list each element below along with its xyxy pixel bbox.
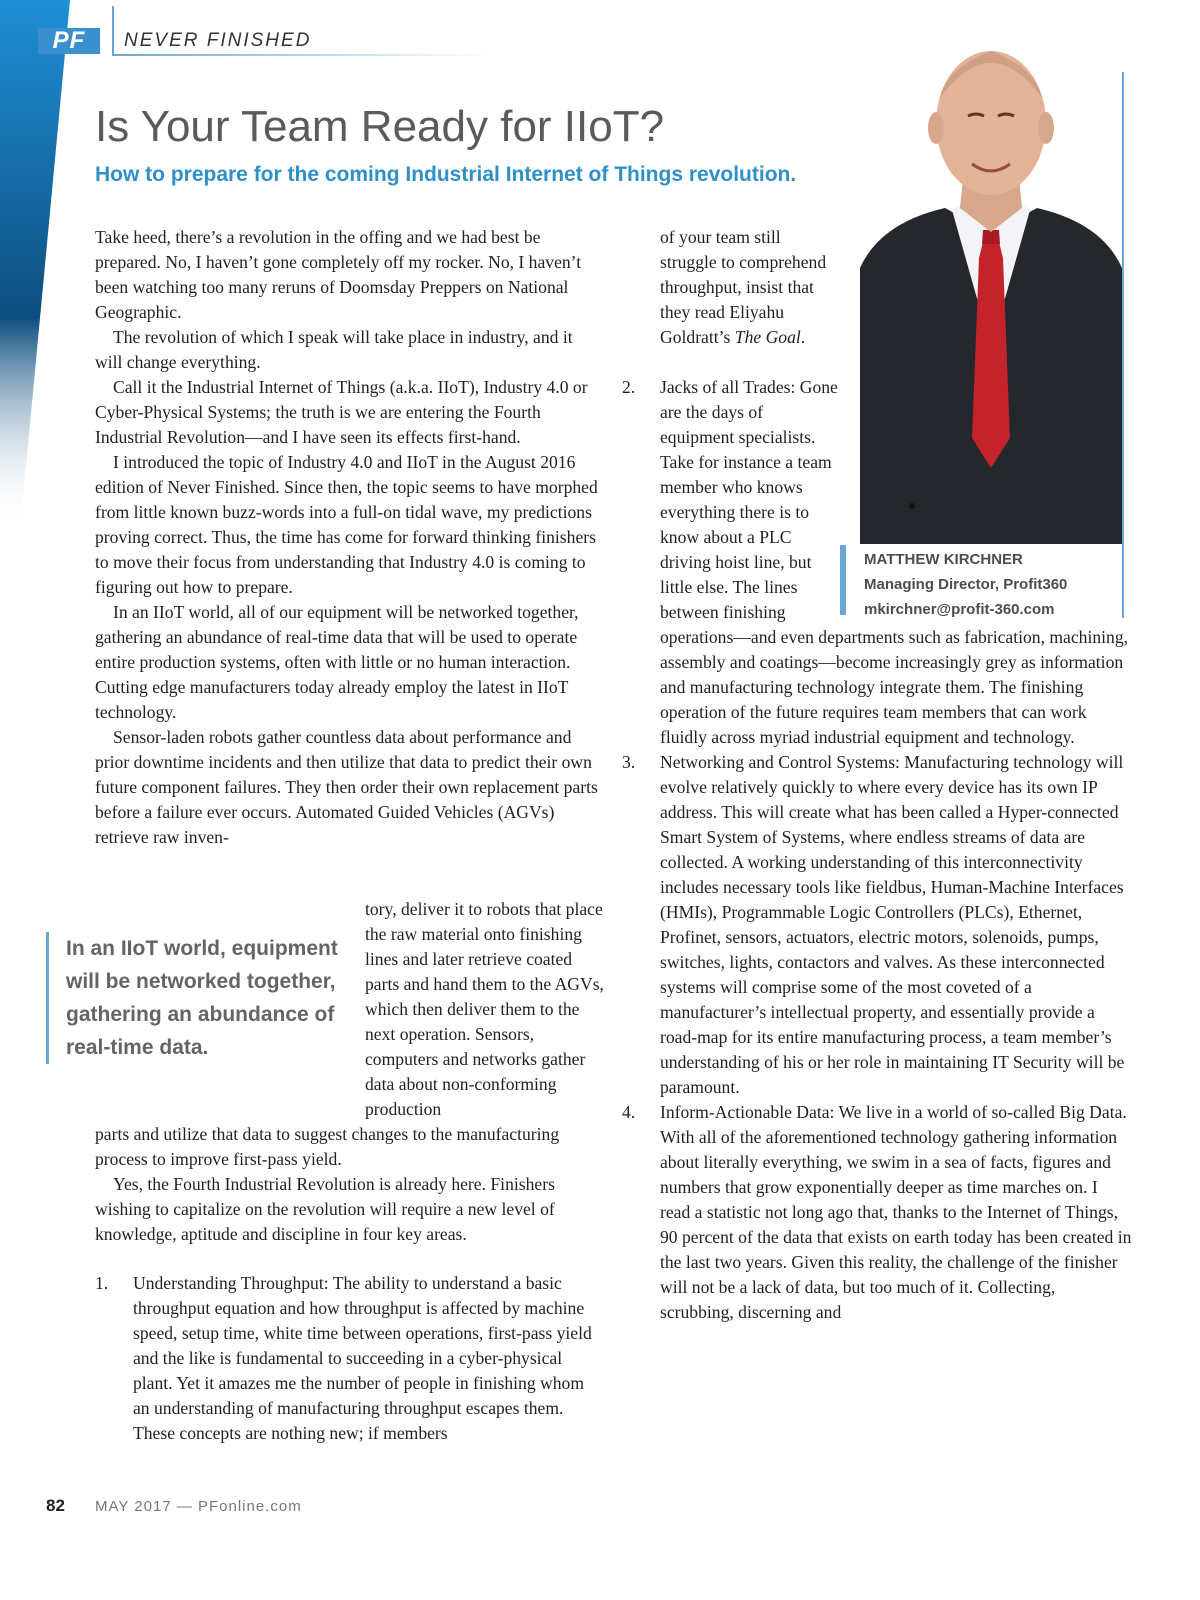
page-number: 82 (46, 1496, 65, 1515)
list-item (95, 1271, 600, 1446)
header-rule (112, 54, 492, 56)
header-divider (112, 6, 114, 56)
issue-info: MAY 2017 — PFonline.com (95, 1498, 302, 1515)
list-text: Inform-Actionable Data: We live in a world of so-called Big Data. With all of the aforementioned technology gathering information about literally everything, we swim in a sea of facts, figures and numbers that grow exponentially deeper as time marches on. I read a statistic not long ago that, thanks to the Internet of Things, 90 percent of the data that exists on earth today has been created in the last two years. Given this reality, the challenge of the finisher will not be a lack of data, but too much of it. Collecting, scrubbing, discerning and (660, 1102, 1132, 1322)
paragraph: Call it the Industrial Internet of Things (a.k.a. IIoT), Industry 4.0 or Cyber-Physical Systems; the truth is we are entering the Fourth Industrial Revolution—and I have seen its effects first-hand. (95, 377, 588, 447)
pull-quote: In an IIoT world, equipment will be networked together, gathering an abundance of real-time data. (46, 932, 356, 1064)
article-subtitle: How to prepare for the coming Industrial Internet of Things revolution. (95, 163, 797, 186)
paragraph: The revolution of which I speak will take place in industry, and it will change everything. (95, 327, 573, 372)
paragraph: Yes, the Fourth Industrial Revolution is already here. Finishers wishing to capitalize on the revolution will require a new level of knowledge, aptitude and discipline in four key areas. (95, 1174, 555, 1244)
list-number: 4. (622, 1102, 636, 1122)
list-text-end: . (800, 327, 806, 347)
list-text: Jacks of all Trades: Gone are the days of equipment specialists. Take for instance a team member who knows everything there is to know about a PLC driving hoist line, but little else. The lines between finishing (660, 377, 838, 622)
paragraph: Sensor-laden robots gather countless data about performance and prior downtime incidents and then utilize that data to predict their own future component failures. They then order their own replacement parts before a failure ever occurs. Automated Guided Vehicles (AGVs) retrieve raw inven- (95, 727, 598, 847)
header-blue-edge (0, 0, 70, 530)
author-bar (840, 545, 846, 615)
paragraph: Take heed, there’s a revolution in the offing and we had best be prepared. No, I haven’t gone completely off my rocker. No, I haven’t been watching too many reruns of Doomsday Preppers on National Geographic. (95, 227, 582, 322)
author-role: Managing Director, Profit360 (864, 576, 1068, 593)
list-text: Understanding Throughput: The ability to understand a basic throughput equation and how throughput is affected by machine speed, setup time, white time between operations, first-pass yield and the like is fundamental to succeeding in a cyber-physical plant. Yet it amazes me the number of people in finishing whom an understanding of manufacturing throughput escapes them. These concepts are nothing new; if members (133, 1273, 592, 1443)
photo-rule (1122, 72, 1124, 618)
right-column-top (660, 225, 840, 350)
paragraph: parts and utilize that data to suggest changes to the manufacturing process to improve first-pass yield. (95, 1124, 560, 1169)
paragraph: tory, deliver it to robots that place the raw material onto finishing lines and later retrieve coated parts and hand them to the AGVs, which then deliver them to the next operation. Sensors, computers and networks gather data about non-conforming production (365, 899, 604, 1119)
left-column-bottom (95, 1122, 600, 1247)
list-text-cont: operations—and even departments such as fabrication, machining, assembly and coatings—become increasingly grey as information and manufacturing technology integrate them. The finishing operation of the future requires team members that can work fluidly across myriad industrial equipment and technology. (660, 627, 1129, 747)
author-name: MATTHEW KIRCHNER (864, 551, 1023, 568)
left-column (95, 225, 600, 850)
list-number: 1. (95, 1273, 109, 1293)
list-text: Networking and Control Systems: Manufacturing technology will evolve relatively quickly to where every device has its own IP address. This will create what has been called a Hyper-connected Smart System of Systems, where endless streams of data are collected. A working understanding of this interconnectivity includes necessary tools like fieldbus, Human-Machine Interfaces (HMIs), Programmable Logic Controllers (PLCs), Ethernet, Profinet, sensors, actuators, electric motors, solenoids, pumps, switches, lights, contactors and valves. As these interconnected systems will comprise some of the most coveted of a manufacturer’s intellectual property, and essentially provide a road-map for its entire manufacturing process, a team member’s understanding of his or her role in maintaining IT Security will be paramount. (660, 752, 1125, 1097)
paragraph: I introduced the topic of Industry 4.0 and IIoT in the August 2016 edition of Never Finished. Since then, the topic seems to have morphed from little known buzz-words into a full-on tidal wave, my predictions proving correct. Thus, the time has come for forward thinking finishers to move their focus from understanding that Industry 4.0 is coming to figuring out how to prepare. (95, 452, 598, 597)
author-photo (860, 18, 1122, 544)
book-title: The Goal (734, 327, 801, 347)
list-text: of your team still struggle to comprehend throughput, insist that they read Eliyahu Goldratt’s (660, 227, 827, 347)
article-title: Is Your Team Ready for IIoT? (95, 102, 665, 151)
author-info (840, 545, 1122, 617)
author-email[interactable]: mkirchner@profit-360.com (864, 601, 1055, 618)
list-number: 2. (622, 377, 636, 397)
section-label: NEVER FINISHED (124, 30, 312, 51)
list-number: 3. (622, 752, 636, 772)
paragraph: In an IIoT world, all of our equipment will be networked together, gathering an abundance of real-time data that will be used to operate entire production systems, often with little or no human interaction. Cutting edge manufacturers today already employ the latest in IIoT technology. (95, 602, 579, 722)
left-column-wrap (365, 897, 605, 1122)
pf-logo: PF (38, 28, 100, 54)
